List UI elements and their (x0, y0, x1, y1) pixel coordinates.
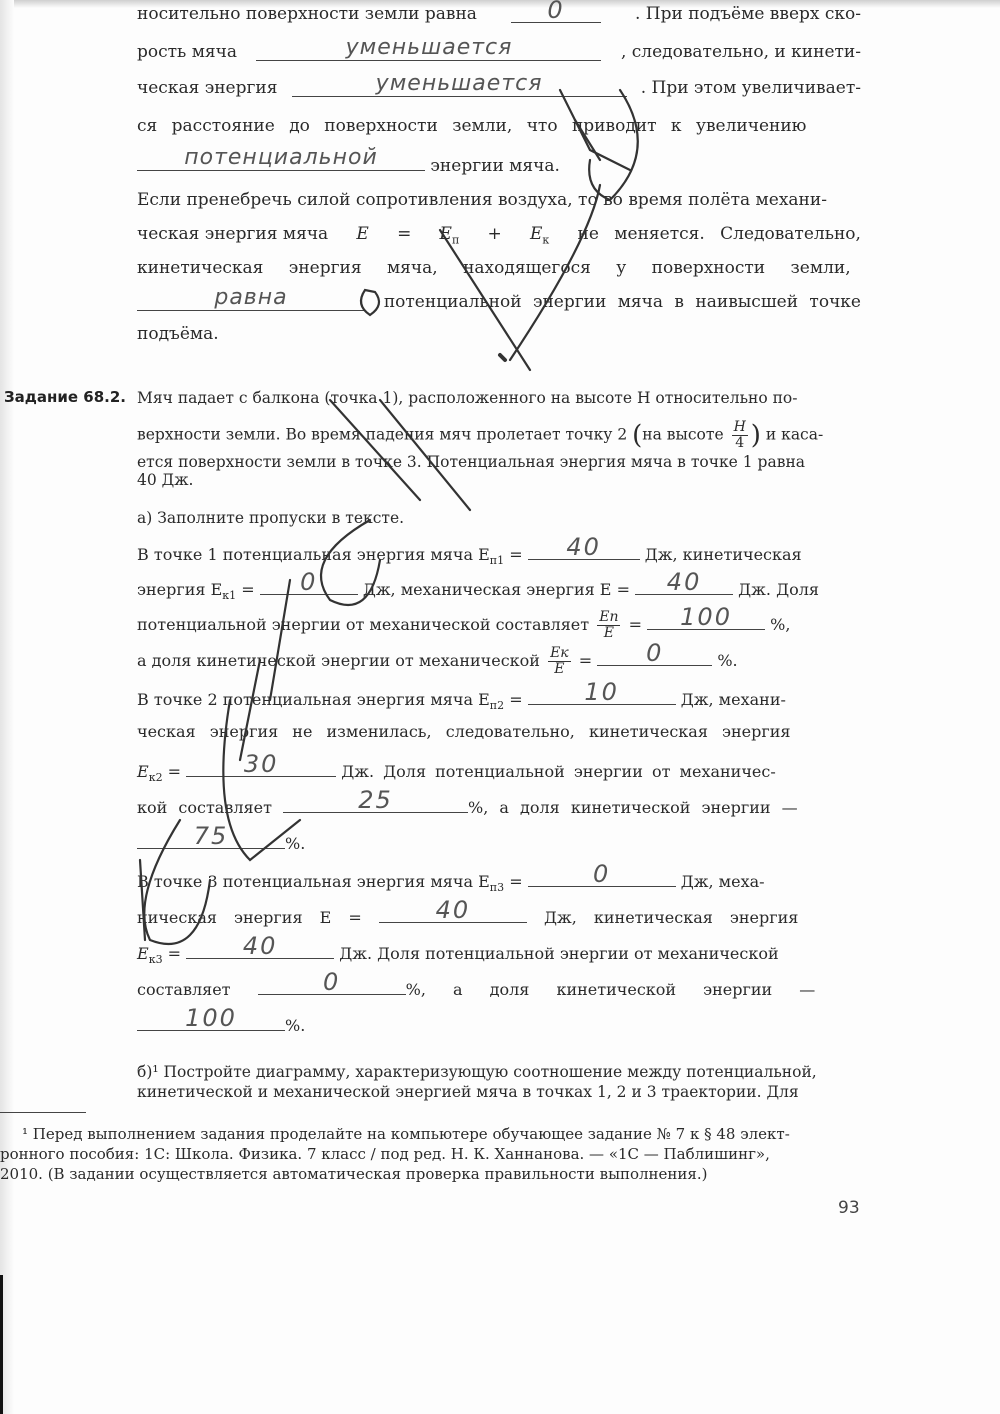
footnote-line: 2010. (В задании осуществляется автоматическая проверка правильности выполнения.) (0, 1165, 708, 1183)
text-line: подъёма. (137, 324, 219, 344)
point3-line4: составляет 0 %, а доля кинетической энергии — (137, 968, 816, 999)
point1-line3: потенциальной энергии от механической составляет $\frac{Eп}{E}$ = 100 %, (137, 603, 791, 641)
point3-line3: $E_{к3}$ = 40 Дж. Доля потенциальной энергии от механической (137, 932, 779, 967)
text-line: Мяч падает с балкона (точка 1), расположенного на высоте H относительно по- (137, 389, 798, 407)
point3-line2: ническая энергия E = 40 Дж, кинетическая энергия (137, 896, 799, 927)
scan-binding-edge (0, 1275, 3, 1414)
answer-blank-kin-pct1[interactable]: 0 (597, 647, 712, 666)
point3-line5: 100 %. (137, 1012, 861, 1036)
text-line: Если пренебречь силой сопротивления воздуха, то во время полёта механи- (137, 190, 827, 210)
point1-line2: энергия $E_{к1}$ = 0 Дж, механическая энергия E = 40 Дж. Доля (137, 568, 819, 603)
text-line: ся расстояние до поверхности земли, что приводит к увеличению (137, 116, 807, 136)
fraction-H-over-4: $\frac{H}{4}$ (733, 419, 746, 451)
answer-blank-Ep2[interactable]: 10 (528, 686, 676, 705)
part-b-line2: кинетической и механической энергией мяча в точках 1, 2 и 3 траектории. Для (137, 1083, 799, 1101)
text-line: потенциальной энергии мяча. (137, 152, 861, 176)
answer-blank-pot-pct2[interactable]: 25 (283, 794, 468, 813)
answer-blank-Ep1[interactable]: 40 (528, 541, 640, 560)
text-line: кинетическая энергия мяча, находящегося у поверхности земли, (137, 258, 851, 278)
answer-blank-pot-pct1[interactable]: 100 (647, 611, 765, 630)
answer-blank-Ek2[interactable]: 30 (186, 758, 336, 777)
text-line: ется поверхности земли в точке 3. Потенциальная энергия мяча в точке 1 равна (137, 453, 806, 471)
page-number: 93 (838, 1198, 860, 1218)
point1-line1: В точке 1 потенциальная энергия мяча $E_{п1}$ = 40 Дж, кинетическая (137, 533, 802, 568)
point2-line2: ческая энергия не изменилась, следовательно, кинетическая энергия (137, 722, 791, 741)
text-line: носительно поверхности земли равна 0 . При подъёме вверх ско- (137, 0, 861, 24)
text-line: равна потенциальной энергии мяча в наивысшей точке (137, 292, 861, 312)
point2-line3: $E_{к2}$ = 30 Дж. Доля потенциальной энергии от механичес- (137, 750, 776, 785)
point1-line4: а доля кинетической энергии от механической $\frac{Eк}{E}$ = 0 %. (137, 639, 738, 677)
part-a-heading: а) Заполните пропуски в тексте. (137, 509, 405, 527)
point2-line1: В точке 2 потенциальная энергия мяча $E_{п2}$ = 10 Дж, механи- (137, 678, 786, 713)
answer-blank-E1[interactable]: 40 (635, 576, 733, 595)
answer-blank[interactable]: равна (137, 292, 365, 311)
answer-blank[interactable]: 0 (511, 4, 601, 23)
text-line: ческая энергия уменьшается . При этом увеличивает- (137, 71, 861, 98)
footnote-divider (0, 1112, 86, 1113)
answer-blank[interactable]: потенциальной (137, 152, 425, 171)
answer-blank-kin-pct3[interactable]: 100 (137, 1012, 285, 1031)
answer-blank-E3[interactable]: 40 (379, 904, 527, 923)
answer-blank-kin-pct2[interactable]: 75 (137, 830, 285, 849)
answer-blank-Ek1[interactable]: 0 (260, 576, 358, 595)
task-label: Задание 68.2. (4, 388, 126, 406)
answer-blank-Ek3[interactable]: 40 (186, 940, 334, 959)
text-line: 40 Дж. (137, 471, 194, 489)
scan-left-shadow (0, 0, 14, 1414)
answer-blank[interactable]: уменьшается (292, 78, 627, 97)
formula-line: ческая энергия мяча E = $E_п$ + $E_к$ не меняется. Следовательно, (137, 224, 861, 247)
answer-blank[interactable]: уменьшается (256, 42, 601, 61)
answer-blank-pot-pct3[interactable]: 0 (258, 976, 406, 995)
fraction-Ep-over-E: $\frac{Eп}{E}$ (599, 609, 619, 641)
fraction-Ek-over-E: $\frac{Eк}{E}$ (550, 645, 569, 677)
part-b-line1: б)¹ Постройте диаграмму, характеризующую соотношение между потенциальной, (137, 1063, 817, 1081)
footnote-line: ронного пособия: 1С: Школа. Физика. 7 класс / под ред. Н. К. Ханнанова. — «1С — Паблишинг», (0, 1145, 770, 1163)
point2-line5: 75 %. (137, 830, 861, 854)
footnote-line: ¹ Перед выполнением задания проделайте на компьютере обучающее задание № 7 к § 48 элект- (22, 1125, 790, 1143)
answer-blank-Ep3[interactable]: 0 (528, 868, 676, 887)
text-line: верхности земли. Во время падения мяч пролетает точку 2 (на высоте $\frac{H}{4}$ ) и каса- (137, 419, 824, 451)
point2-line4: кой составляет 25 %, а доля кинетической энергии — (137, 786, 798, 817)
point3-line1: В точке 3 потенциальная энергия мяча $E_{п3}$ = 0 Дж, меха- (137, 860, 765, 895)
text-line: рость мяча уменьшается , следовательно, и кинети- (137, 35, 861, 62)
